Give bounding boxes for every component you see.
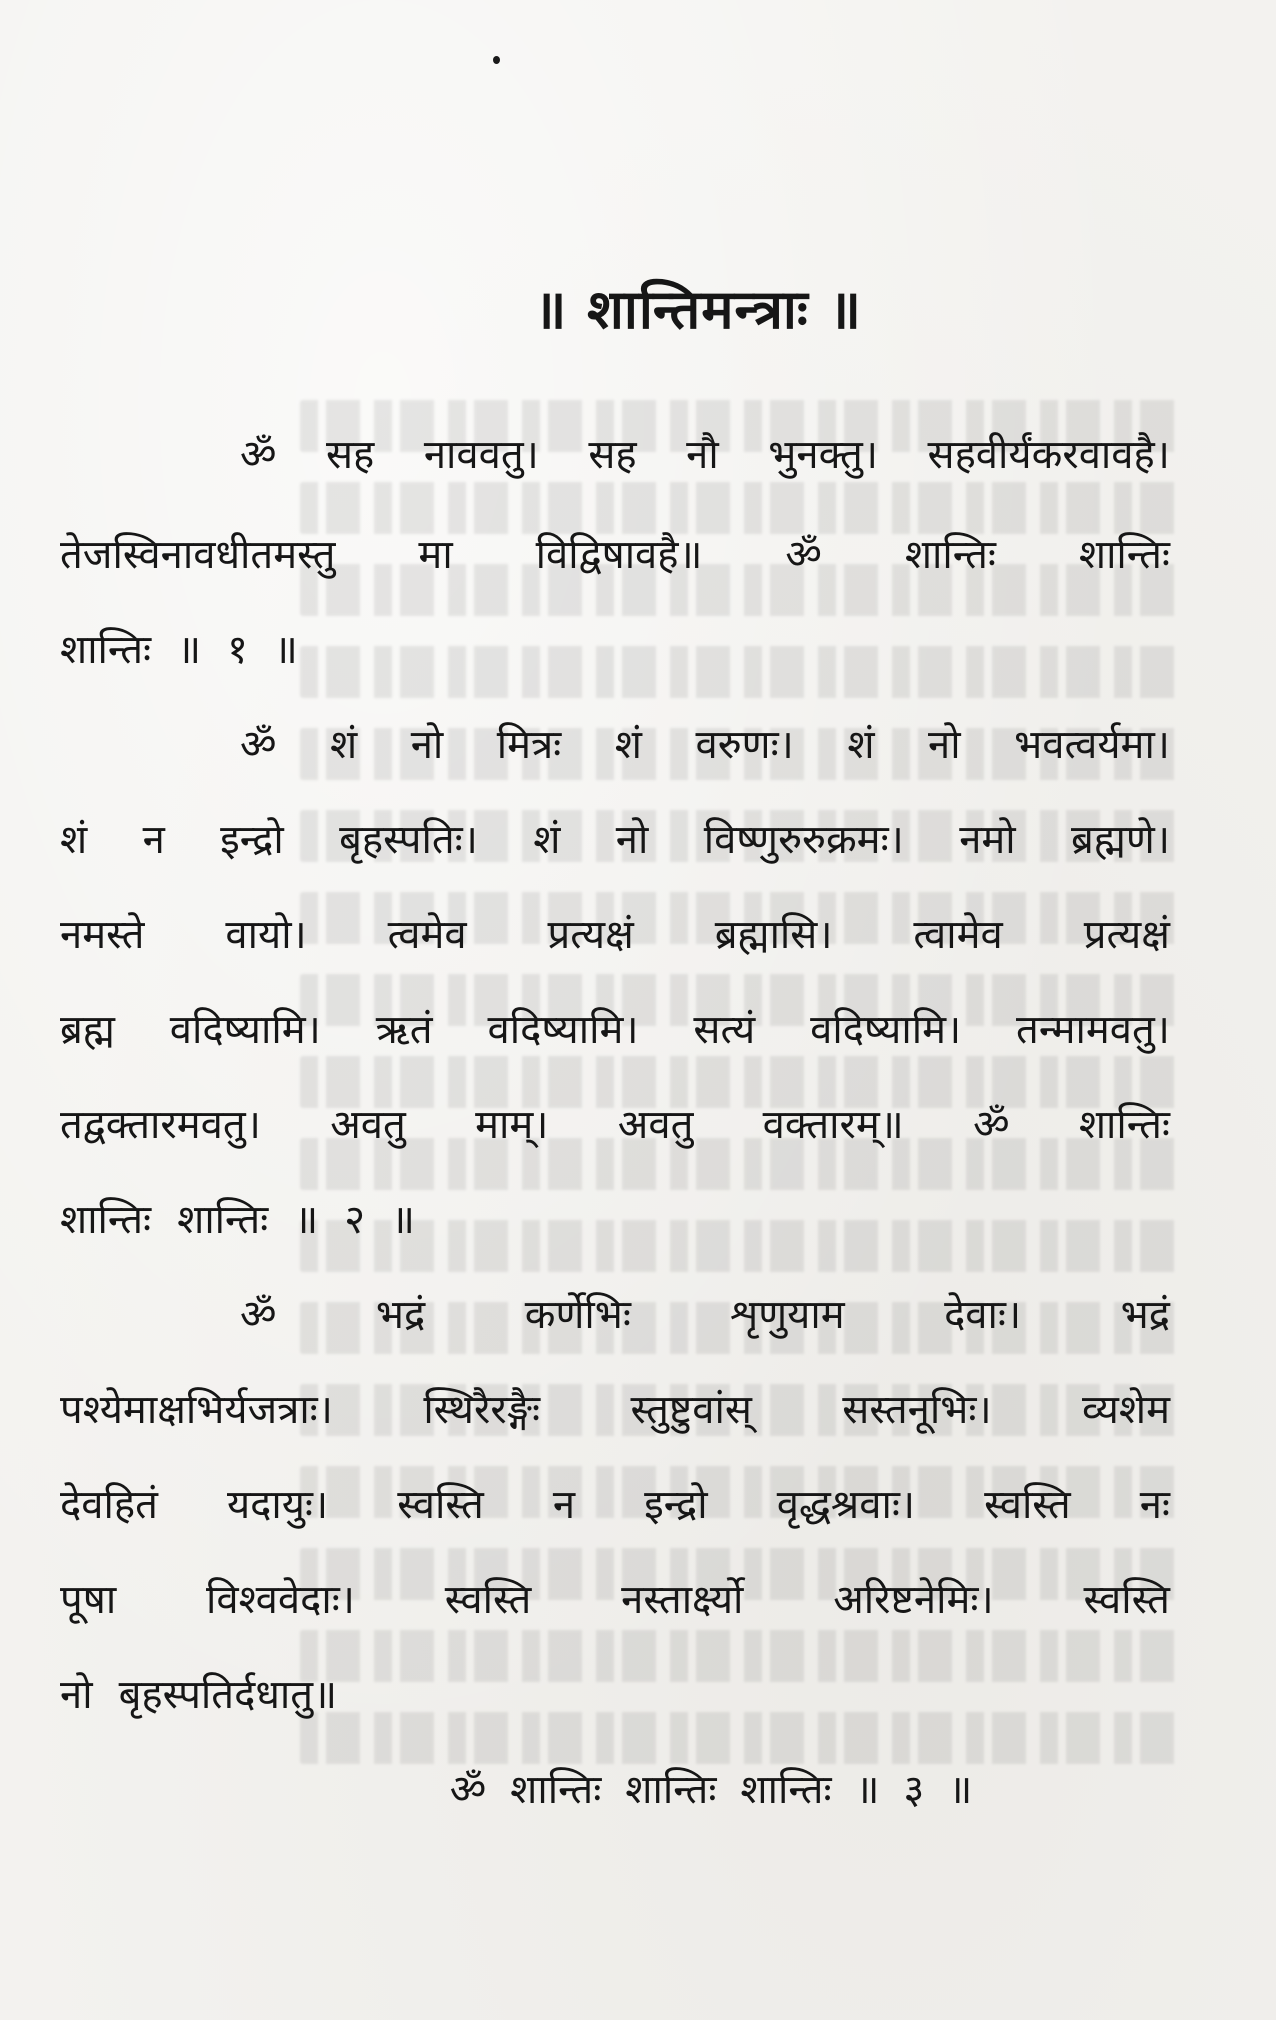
verse-word: शं [847, 722, 875, 768]
verse-word: नस्तार्क्ष्यो [621, 1577, 744, 1623]
verse-word: भवत्वर्यमा। [1014, 722, 1170, 768]
verse-word: ऋतं [375, 1007, 433, 1053]
verse-word: कर्णेभिः [524, 1292, 631, 1338]
verse-word: २ [344, 1197, 366, 1243]
verse-word: शान्तिः [904, 532, 996, 578]
ink-speck [493, 56, 500, 64]
verse-word: शान्तिः [1078, 532, 1170, 578]
verse-word: न [552, 1482, 576, 1528]
verse-word: ब्रह्मासि। [714, 912, 833, 958]
verse-word: सस्तनूभिः। [842, 1387, 992, 1433]
verse-word: ॥ [273, 627, 298, 673]
verse-word: शान्तिः [60, 1197, 152, 1243]
mantra-3-line-2 [60, 1365, 1170, 1455]
mantra-1-line-2 [60, 510, 1170, 600]
verse-word: अवतु [330, 1102, 406, 1148]
verse-word: स्थिरैरङ्गैः [423, 1387, 541, 1433]
verse-word: नः [1139, 1482, 1170, 1528]
verse-word: ॥ [948, 1767, 973, 1813]
mantra-2-line-2 [60, 795, 1170, 885]
verse-word: नो [928, 722, 961, 768]
verse-word: नो [615, 817, 649, 863]
verse-word: ब्रह्म [60, 1007, 115, 1053]
verse-word: देवहितं [60, 1482, 158, 1528]
mantra-2-line-6 [60, 1175, 1170, 1265]
verse-word: व्यशेम [1082, 1387, 1170, 1433]
verse-word: बृहस्पतिः। [339, 817, 478, 863]
verse-word: ॐ [240, 1292, 277, 1338]
verse-word: शान्तिः [510, 1767, 602, 1813]
verse-word: विष्णुरुरुक्रमः। [703, 817, 904, 863]
verse-word: वृद्धश्रवाः। [776, 1482, 916, 1528]
mantra-3-line-5 [60, 1650, 1170, 1740]
verse-word: विद्विषावहै॥ [535, 532, 703, 578]
verse-word: ॐ [973, 1102, 1010, 1148]
verse-word: बृहस्पतिर्दधातु॥ [118, 1672, 338, 1718]
mantra-2-line-4 [60, 985, 1170, 1075]
verse-word: त्वमेव [387, 912, 467, 958]
verse-word: १ [227, 627, 248, 673]
verse-word: वदिष्यामि। [810, 1007, 962, 1053]
verse-word: अवतु [617, 1102, 694, 1148]
verse-word: शृणुयाम [730, 1292, 845, 1338]
verse-word: शान्तिः [740, 1767, 832, 1813]
verse-word: सह [588, 432, 637, 478]
verse-word: मित्रः [496, 722, 562, 768]
verse-word: शं [533, 817, 561, 863]
verse-word: नमस्ते [60, 912, 145, 958]
verse-word: शं [614, 722, 642, 768]
verse-word: तद्वक्तारमवतु। [60, 1102, 261, 1148]
verse-word: तेजस्विनावधीतमस्तु [60, 532, 336, 578]
mantra-3-line-3 [60, 1460, 1170, 1550]
verse-word: ॥ [855, 1767, 880, 1813]
verse-word: सह [326, 432, 375, 478]
verse-word: ॥ [294, 1197, 319, 1243]
verse-word: भद्रं [1120, 1292, 1170, 1338]
verse-word: सत्यं [693, 1007, 756, 1053]
verse-word: वदिष्यामि। [487, 1007, 639, 1053]
mantra-2-line-5 [60, 1080, 1170, 1170]
mantra-3-line-4 [60, 1555, 1170, 1645]
verse-word: ॐ [240, 432, 277, 478]
verse-word: अरिष्टनेमिः। [833, 1577, 994, 1623]
verse-word: स्वस्ति [444, 1577, 532, 1623]
verse-word: नौ [686, 432, 719, 478]
verse-word: प्रत्यक्षं [1083, 912, 1170, 958]
verse-word: नो [410, 722, 444, 768]
verse-word: नाववतु। [423, 432, 539, 478]
verse-word: शं [60, 817, 88, 863]
verse-word: मा [418, 532, 453, 578]
verse-word: इन्द्रो [220, 817, 284, 863]
verse-word: ब्रह्मणे। [1071, 817, 1170, 863]
verse-word: इन्द्रो [644, 1482, 708, 1528]
verse-word: ॐ [785, 532, 822, 578]
mantra-3-line-6 [0, 1745, 1276, 1835]
verse-word: ॐ [240, 722, 277, 768]
verse-word: स्वस्ति [1083, 1577, 1170, 1623]
verse-word: शं [330, 722, 358, 768]
verse-word: विश्ववेदाः। [206, 1577, 355, 1623]
verse-word: ॥ [177, 627, 202, 673]
verse-word: सहवीर्यंकरवावहै। [927, 432, 1170, 478]
mantra-2-line-3 [60, 890, 1170, 980]
mantra-3-line-1 [240, 1270, 1170, 1360]
verse-word: ॥ [391, 1197, 415, 1243]
verse-word: भुनक्तु। [768, 432, 878, 478]
mantra-2-line-1 [240, 700, 1170, 790]
verse-word: पश्येमाक्षभिर्यजत्राः। [60, 1387, 333, 1433]
verse-word: वक्तारम्॥ [762, 1102, 904, 1148]
verse-word: त्वामेव [913, 912, 1003, 958]
verse-word: वरुणः। [695, 722, 794, 768]
verse-word: स्तुष्टुवांस् [630, 1387, 752, 1433]
verse-word: नमो [959, 817, 1016, 863]
verse-word: स्वस्ति [397, 1482, 484, 1528]
verse-word: देवाः। [944, 1292, 1022, 1338]
verse-word: तन्मामवतु। [1016, 1007, 1170, 1053]
verse-word: पूषा [60, 1577, 117, 1623]
mantra-1-line-3 [60, 605, 1170, 695]
verse-word: स्वस्ति [984, 1482, 1071, 1528]
verse-word: शान्तिः [625, 1767, 717, 1813]
verse-word: वायो। [225, 912, 307, 958]
verse-word: ३ [903, 1767, 925, 1813]
verse-word: यदायुः। [226, 1482, 329, 1528]
verse-word: न [142, 817, 165, 863]
verse-word: माम्। [475, 1102, 549, 1148]
mantra-1-line-1 [240, 410, 1170, 500]
page-title: ॥ शान्तिमन्त्राः ॥ [534, 278, 862, 341]
verse-word: ॐ [449, 1767, 487, 1813]
verse-word: नो [60, 1672, 93, 1718]
verse-word: वदिष्यामि। [169, 1007, 321, 1053]
verse-word: शान्तिः [177, 1197, 269, 1243]
verse-word: भद्रं [375, 1292, 426, 1338]
verse-word: शान्तिः [1078, 1102, 1170, 1148]
verse-word: प्रत्यक्षं [547, 912, 634, 958]
verse-word: शान्तिः [60, 627, 152, 673]
